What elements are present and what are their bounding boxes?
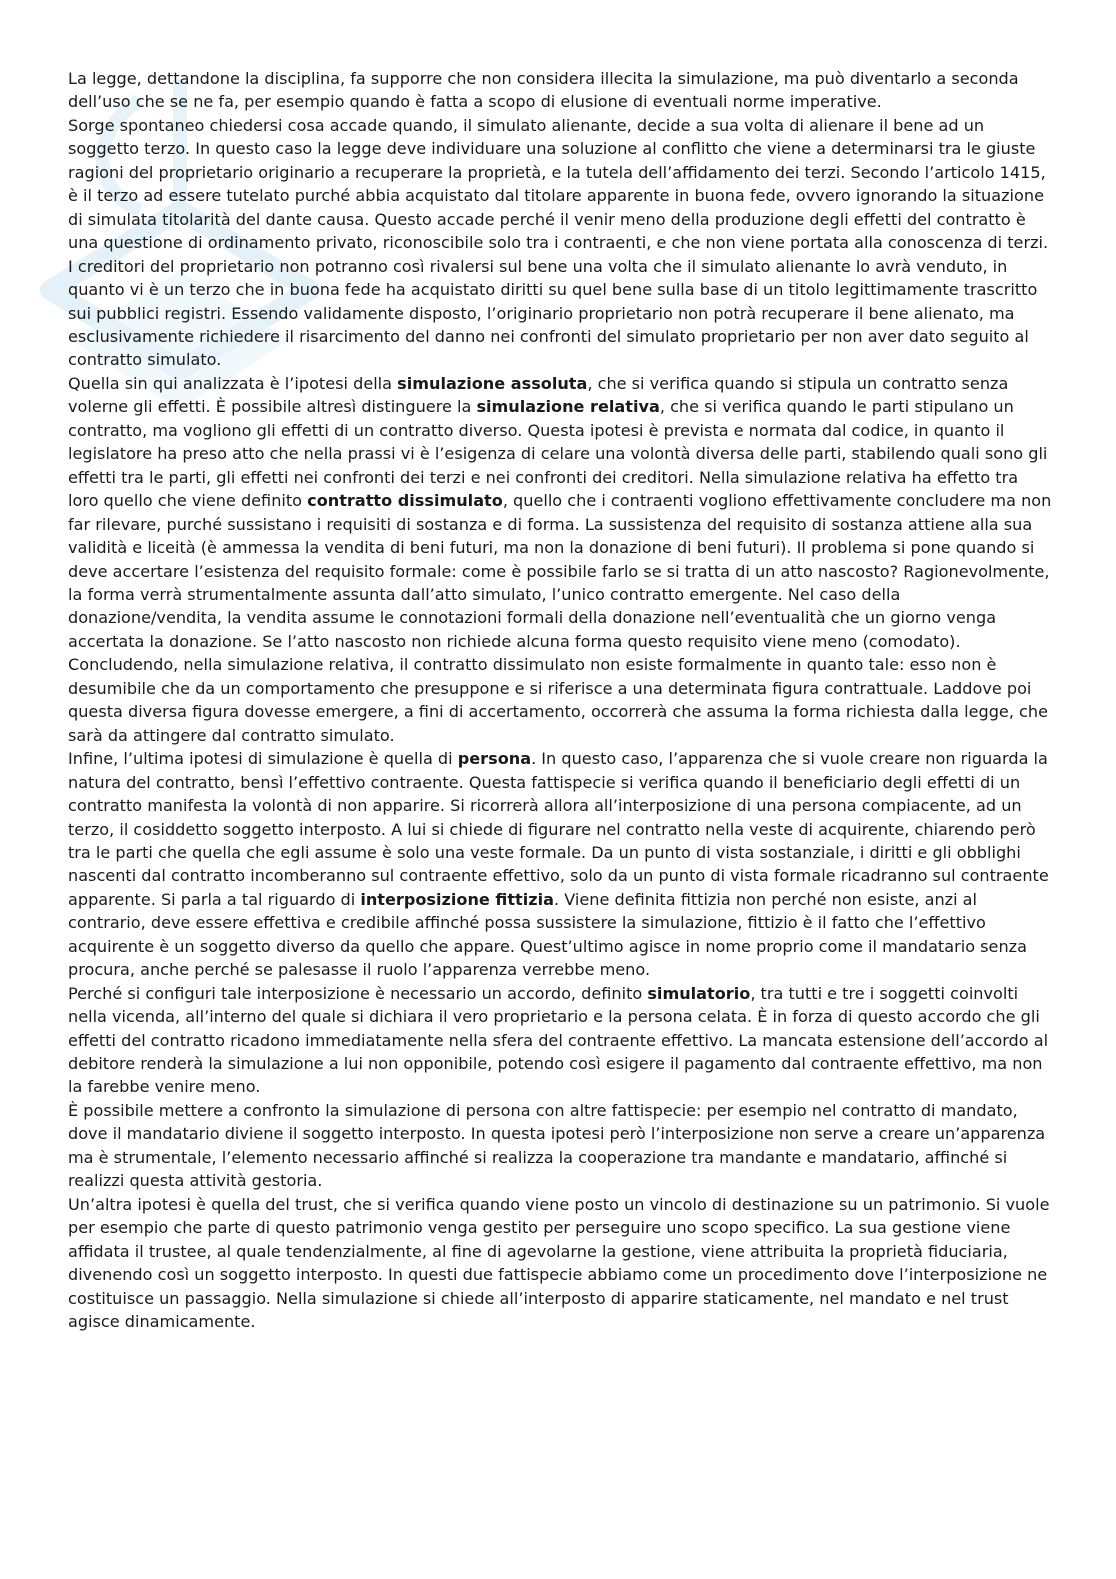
text-run: , quello che i contraenti vogliono effettivamente concludere ma non far rilevare, purché sussistano i requisiti di sostanza e di forma. La sussistenza del requisito di sostanza attiene alla sua validità e liceità (è ammessa la vendita di beni futuri, ma non la donazione di beni futuri). Il problema si pone quando si deve accertare l’esistenza del requisito formale: come è possibile farlo se si tratta di un atto nascosto? Ragionevolmente, la forma verrà strumentalmente assunta dall’atto simulato, l’unico contratto emergente. Nel caso della donazione/vendita, la vendita assume le connotazioni formali della donazione nell’eventualità che un giorno venga accertata la donazione. Se l’atto nascosto non richiede alcuna forma questo requisito viene meno (comodato). [68,491,1052,651]
paragraph [68,1099,1052,1193]
bold-term: persona [457,749,532,769]
text-run: È possibile mettere a confronto la simulazione di persona con altre fattispecie: per esempio nel contratto di mandato, dove il mandatario diviene il soggetto interposto. In questa ipotesi però l’interposizione non serve a creare un’apparenza ma è strumentale, l’elemento necessario affinché si realizza la cooperazione tra mandante e mandatario, affinché si realizzi questa attività gestoria. [68,1100,1046,1191]
text-run: Sorge spontaneo chiedersi cosa accade quando, il simulato alienante, decide a sua volta di alienare il bene ad un soggetto terzo. In questo caso la legge deve individuare una soluzione al conflitto che viene a determinarsi tra le giuste ragioni del proprietario originario a recuperare la proprietà, e la tutela dell’affidamento dei terzi. Secondo l’articolo 1415, è il terzo ad essere tutelato purché abbia acquistato dal titolare apparente in buona fede, ovvero ignorando la situazione di simulata titolarità del dante causa. Questo accade perché il venir meno della produzione degli effetti del contratto è una questione di ordinamento privato, riconoscibile solo tra i contraenti, e che non viene portata alla conoscenza di terzi. I creditori del proprietario non potranno così rivalersi sul bene una volta che il simulato alienante lo avrà venduto, in quanto vi è un terzo che in buona fede ha acquistato diritti su quel bene sulla base di un titolo legittimamente trascritto sui pubblici registri. Essendo validamente disposto, l’originario proprietario non potrà recuperare il bene alienato, ma esclusivamente richiedere il risarcimento del danno nei confronti del simulato proprietario per non aver dato seguito al contratto simulato. [68,115,1049,370]
bold-term: interposizione fittizia [360,889,555,909]
text-run: , che si verifica quando si stipula un contratto senza volerne gli effetti. È possibile altresì distinguere la [68,373,1009,417]
paragraph [68,982,1052,1099]
paragraph [68,372,1052,653]
text-run: Infine, l’ultima ipotesi di simulazione è quella di [68,749,458,769]
text-run: , tra tutti e tre i soggetti coinvolti nella vicenda, all’interno del quale si dichiara il vero proprietario e la persona celata. È in forza di questo accordo che gli effetti del contratto ricadono immediatamente nella sfera del contraente effettivo. La mancata estensione dell’accordo al debitore renderà la simulazione a lui non opponibile, potendo così esigere il pagamento dal contraente effettivo, ma non la farebbe venire meno. [68,983,1049,1097]
paragraph [68,67,1052,114]
paragraph [68,1193,1052,1334]
text-run: Un’altra ipotesi è quella del trust, che si verifica quando viene posto un vincolo di destinazione su un patrimonio. Si vuole per esempio che parte di questo patrimonio venga gestito per perseguire uno scopo specifico. La sua gestione viene affidata il trustee, al quale tendenzialmente, al fine di agevolarne la gestione, viene attribuita la proprietà fiduciaria, divenendo così un soggetto interposto. In questi due fattispecie abbiamo come un procedimento dove l’interposizione ne costituisce un passaggio. Nella simulazione si chiede all’interposto di apparire staticamente, nel mandato e nel trust agisce dinamicamente. [68,1194,1050,1332]
text-run: . In questo caso, l’apparenza che si vuole creare non riguarda la natura del contratto, bensì l’effettivo contraente. Questa fattispecie si verifica quando il beneficiario degli effetti di un contratto manifesta la volontà di non apparire. Si ricorrerà allora all’interposizione di una persona compiacente, ad un terzo, il cosiddetto soggetto interposto. A lui si chiede di figurare nel contratto nella veste di acquirente, chiarendo però tra le parti che quella che egli assume è solo una veste formale. Da un punto di vista sostanziale, i diritti e gli obblighi nascenti dal contratto incomberanno sul contraente effettivo, solo da un punto di vista formale ricadranno sul contraente apparente. Si parla a tal riguardo di [68,749,1049,909]
document-body [68,67,1052,1333]
bold-term: simulazione relativa [476,397,660,417]
text-run: , che si verifica quando le parti stipulano un contratto, ma vogliono gli effetti di un contratto diverso. Questa ipotesi è prevista e normata dal codice, in quanto il legislatore ha preso atto che nella prassi vi è l’esigenza di celare una volontà diversa delle parti, stabilendo quali sono gli effetti tra le parti, gli effetti nei confronti dei terzi e nei confronti dei creditori. Nella simulazione relativa ha effetto tra loro quello che viene definito [68,397,1048,511]
text-run: Quella sin qui analizzata è l’ipotesi della [68,373,398,393]
text-run: Perché si configuri tale interposizione è necessario un accordo, definito [68,983,648,1003]
bold-term: contratto dissimulato [307,491,503,511]
bold-term: simulazione assoluta [397,373,588,393]
bold-term: simulatorio [647,983,751,1003]
text-run: La legge, dettandone la disciplina, fa supporre che non considera illecita la simulazione, ma può diventarlo a seconda dell’uso che se ne fa, per esempio quando è fatta a scopo di elusione di eventuali norme imperative. [68,69,1019,112]
text-run: Concludendo, nella simulazione relativa, il contratto dissimulato non esiste formalmente in quanto tale: esso non è desumibile che da un comportamento che presuppone e si riferisce a una determinata figura contrattuale. Laddove poi questa diversa figura dovesse emergere, a fini di accertamento, occorrerà che assuma la forma richiesta dalla legge, che sarà da attingere dal contratto simulato. [68,655,1049,745]
paragraph [68,653,1052,747]
paragraph [68,114,1052,372]
text-run: . Viene definita fittizia non perché non esiste, anzi al contrario, deve essere effettiva e credibile affinché possa sussistere la simulazione, fittizio è il fatto che l’effettivo acquirente è un soggetto diverso da quello che appare. Quest’ultimo agisce in nome proprio come il mandatario senza procura, anche perché se palesasse il ruolo l’apparenza verrebbe meno. [68,889,1027,980]
paragraph [68,747,1052,982]
